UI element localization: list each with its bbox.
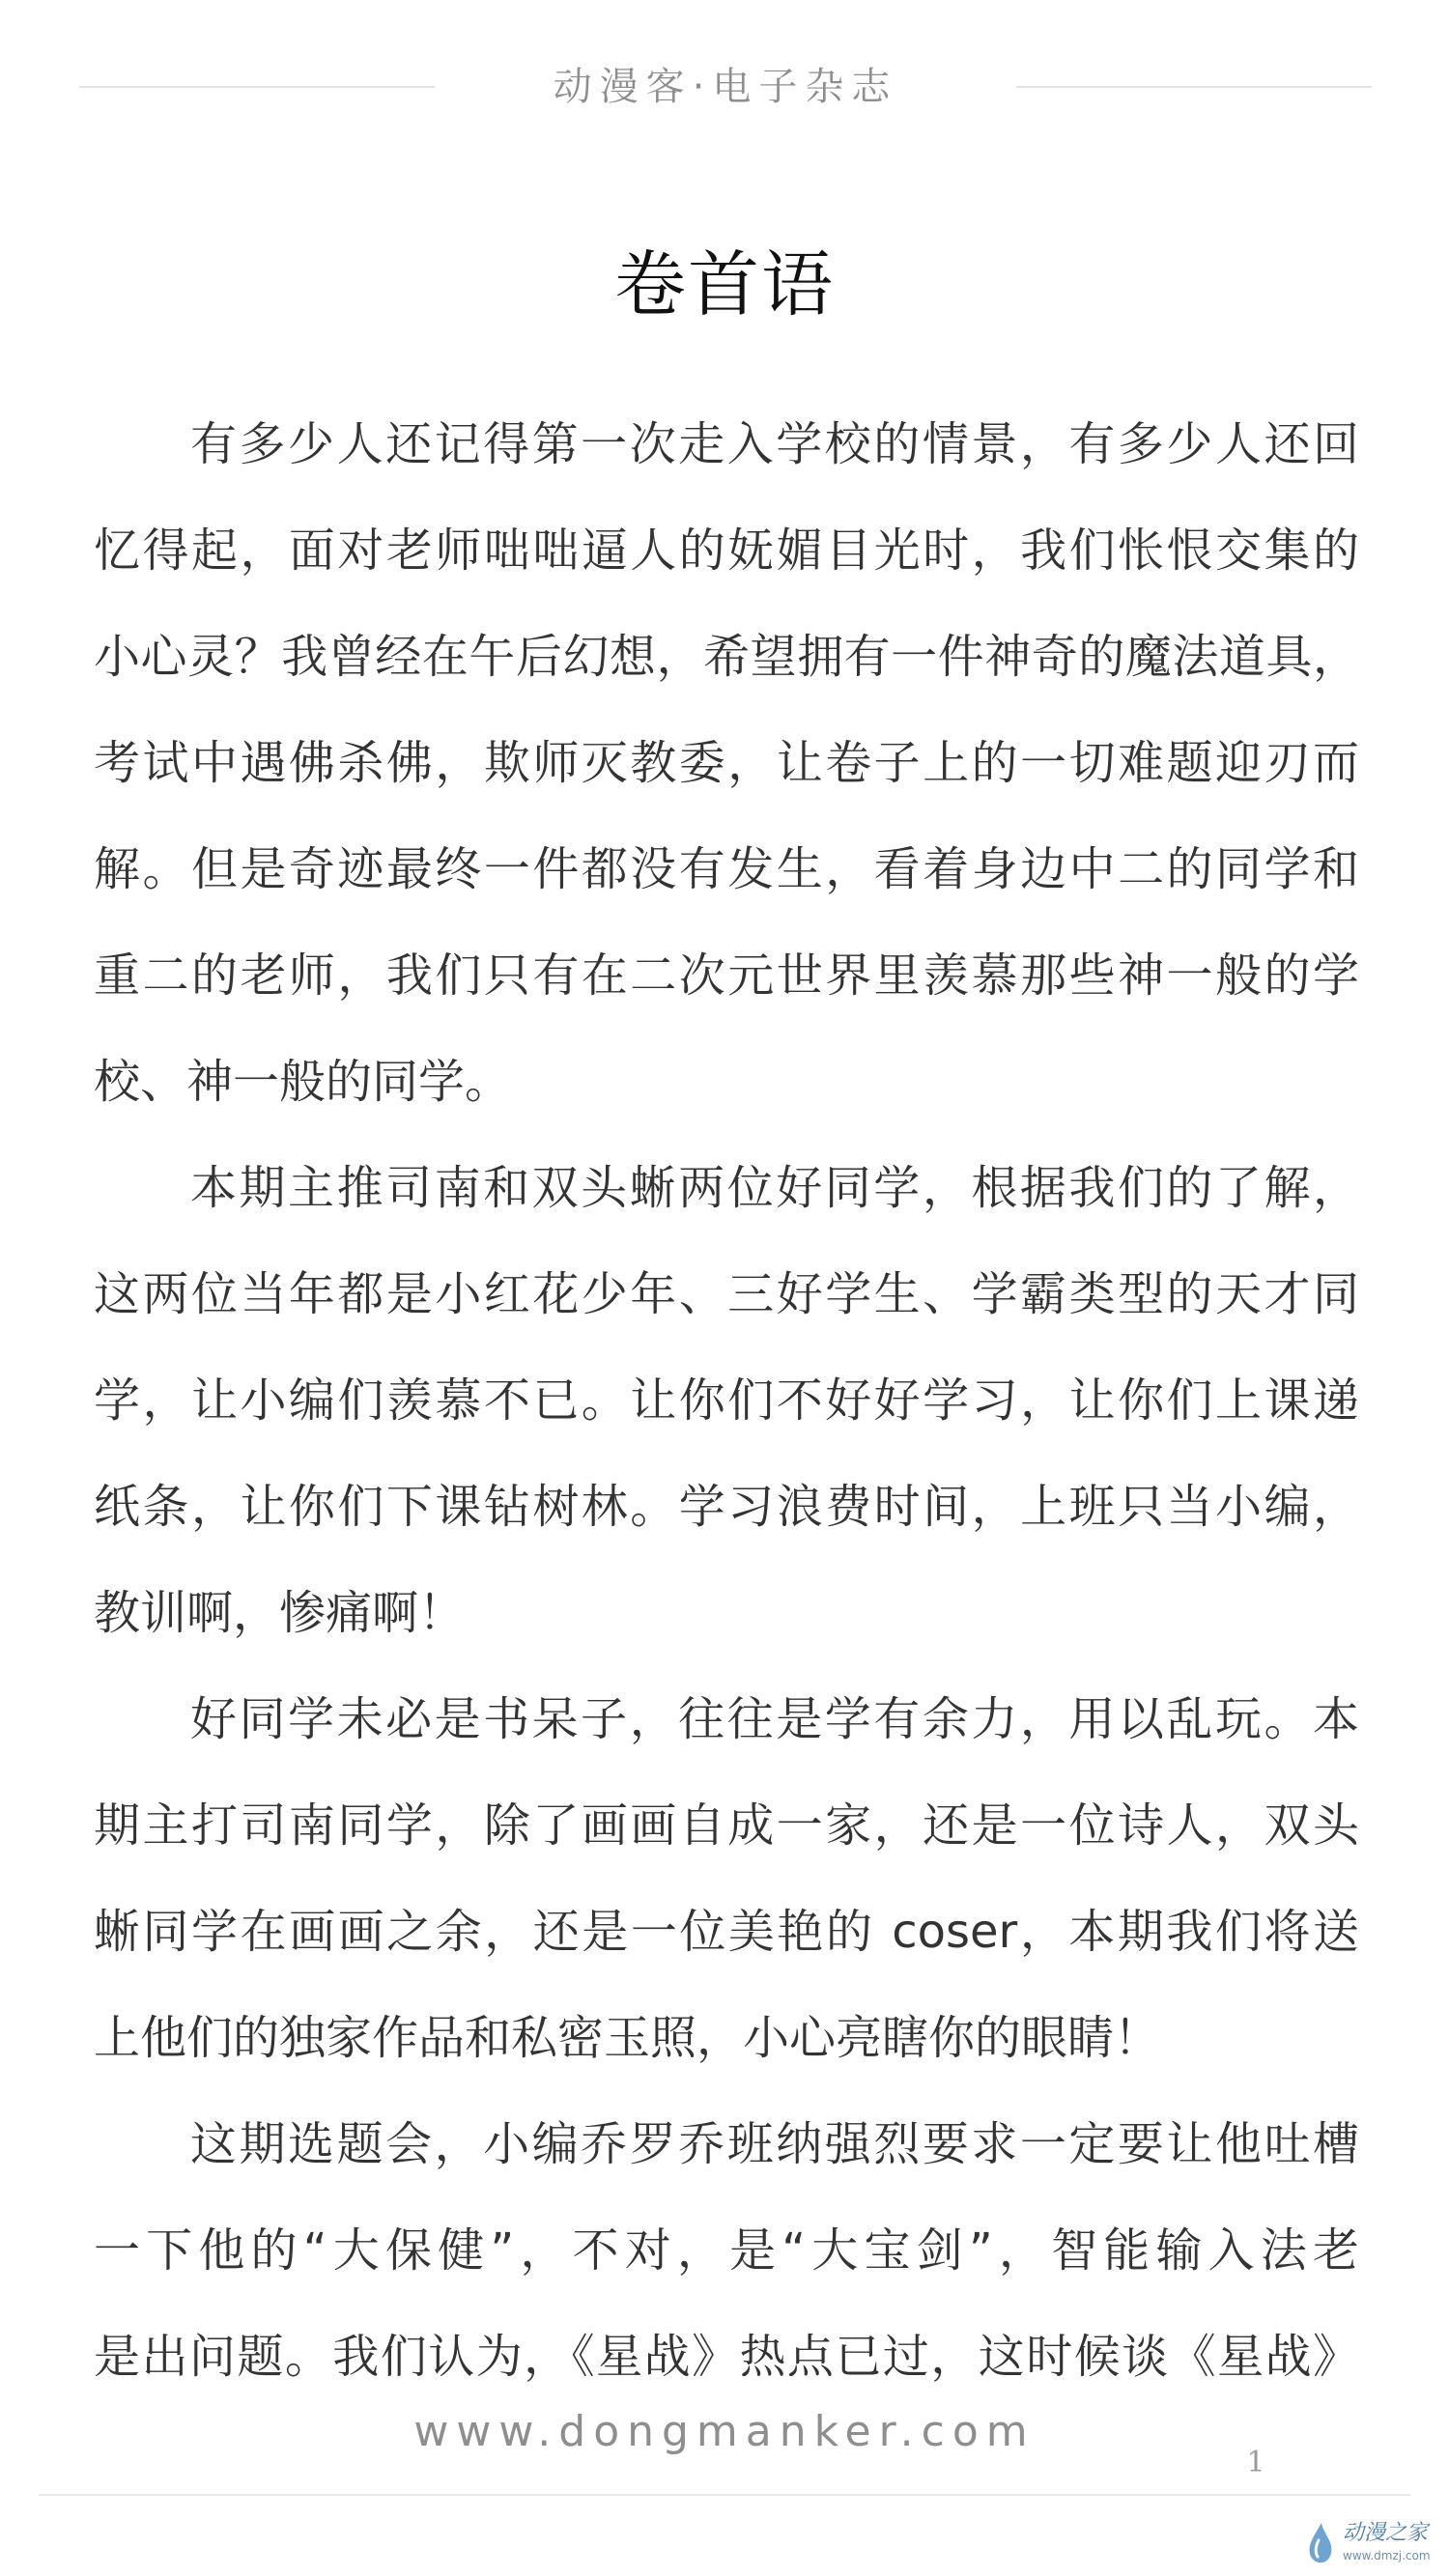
paragraph-line: 纸条，让你们下课钻树林。学习浪费时间，上班只当小编， [94,1480,1359,1534]
paragraph-line: 本期主推司南和双头蜥两位好同学，根据我们的了解， [190,1161,1359,1215]
paragraph-line: 小心灵？我曾经在午后幻想，希望拥有一件神奇的魔法道具， [94,630,1359,684]
page-number: 1 [1246,2446,1265,2479]
magazine-header: 动漫客·电子杂志 [553,65,898,109]
paragraph-line: 这两位当年都是小红花少年、三好学生、学霸类型的天才同 [94,1267,1359,1321]
paragraph-line: 教训啊，惨痛啊！ [94,1586,466,1640]
paragraph-line: 解。但是奇迹最终一件都没有发生，看着身边中二的同学和 [94,842,1359,896]
paragraph-line: 校、神一般的同学。 [94,1055,512,1109]
header-rule-right [1016,86,1372,88]
watermark-text: 动漫之家 [1343,2521,1429,2545]
footer-url: www.dongmanker.com [413,2407,1036,2456]
page-title: 卷首语 [614,243,835,326]
paragraph-line: 学，让小编们羡慕不已。让你们不好好学习，让你们上课递 [94,1373,1359,1428]
paragraph-line: 重二的老师，我们只有在二次元世界里羡慕那些神一般的学 [94,948,1359,1003]
footer-rule [39,2494,1410,2496]
paragraph-line: 蜥同学在画画之余，还是一位美艳的 coser，本期我们将送 [94,1905,1359,1959]
paragraph-line: 忆得起，面对老师咄咄逼人的妩媚目光时，我们怅恨交集的 [94,524,1359,578]
watermark-logo [1304,2519,1449,2573]
paragraph-line: 一下他的“大保健”，不对，是“大宝剑”，智能输入法老 [94,2223,1359,2278]
paragraph-line: 好同学未必是书呆子，往往是学有余力，用以乱玩。本 [190,1692,1359,1746]
paragraph-line: 这期选题会，小编乔罗乔班纳强烈要求一定要让他吐槽 [190,2117,1359,2171]
header-rule-left [79,86,435,88]
paragraph-line: 是出问题。我们认为，《星战》热点已过，这时候谈《星战》 [94,2330,1359,2384]
droplet-icon [1306,2521,1335,2565]
paragraph-line: 期主打司南同学，除了画画自成一家，还是一位诗人，双头 [94,1798,1359,1853]
paragraph-line: 考试中遇佛杀佛，欺师灭教委，让卷子上的一切难题迎刃而 [94,736,1359,790]
watermark-url: www.dmzj.com [1343,2549,1431,2562]
paragraph-line: 有多少人还记得第一次走入学校的情景，有多少人还回 [190,417,1359,471]
article-body [94,391,1359,2410]
paragraph-line: 上他们的独家作品和私密玉照，小心亮瞎你的眼睛！ [94,2011,1161,2065]
